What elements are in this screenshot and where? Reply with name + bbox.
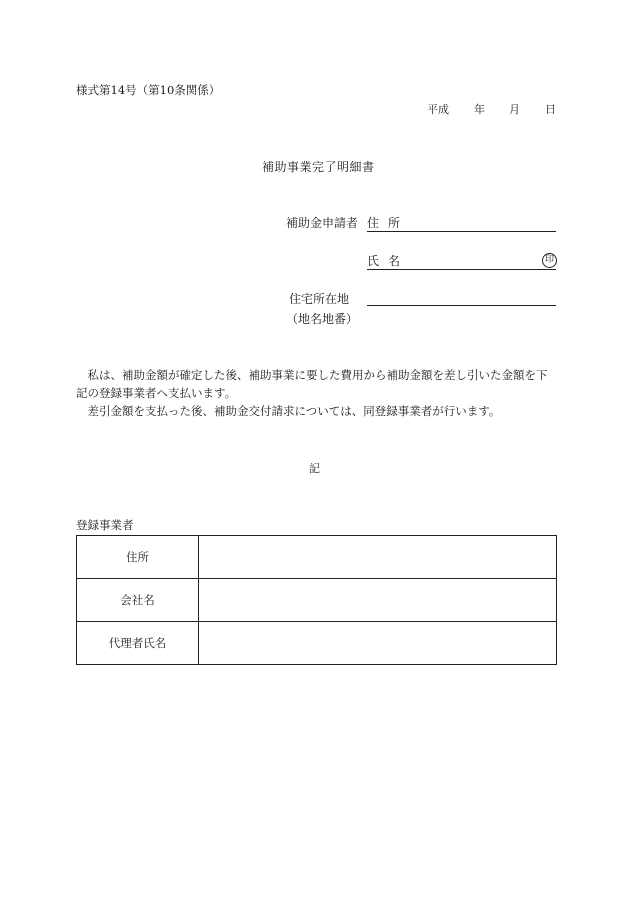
date-day-label: 日 [545,103,556,116]
address-label: 住所 [367,216,410,230]
row-value-company[interactable] [199,579,557,622]
document-title: 補助事業完了明細書 [262,160,375,174]
applicant-label: 補助金申請者 [286,216,359,230]
site-location-field[interactable] [367,305,556,306]
date-year-label: 年 [474,103,485,116]
date-era: 平成 [427,103,449,116]
date-month-label: 月 [509,103,520,116]
site-location-label: 住宅所在地 [289,292,350,306]
body-text [76,366,558,420]
name-label: 氏名 [367,254,410,268]
registered-business-table [76,535,557,665]
row-value-agent[interactable] [199,622,557,665]
table-row [77,579,557,622]
body-paragraph-2: 差引金額を支払った後、補助金交付請求については、同登録事業者が行います。 [87,404,501,418]
row-label-agent: 代理者氏名 [77,622,199,665]
form-number: 様式第14号（第10条関係） [76,83,221,97]
body-paragraph-1: 私は、補助金額が確定した後、補助事業に要した費用から補助金額を差し引いた金額を下記の登録事業者へ支払います。 [76,368,548,400]
ki-heading: 記 [309,462,320,475]
table-row [77,536,557,579]
table-row [77,622,557,665]
parcel-label: （地名地番） [286,312,359,326]
row-value-address[interactable] [199,536,557,579]
seal-mark: 印 [542,253,557,268]
address-field[interactable] [367,231,556,232]
row-label-company: 会社名 [77,579,199,622]
row-label-address: 住所 [77,536,199,579]
registered-business-label: 登録事業者 [76,518,134,532]
name-field[interactable] [367,269,556,270]
